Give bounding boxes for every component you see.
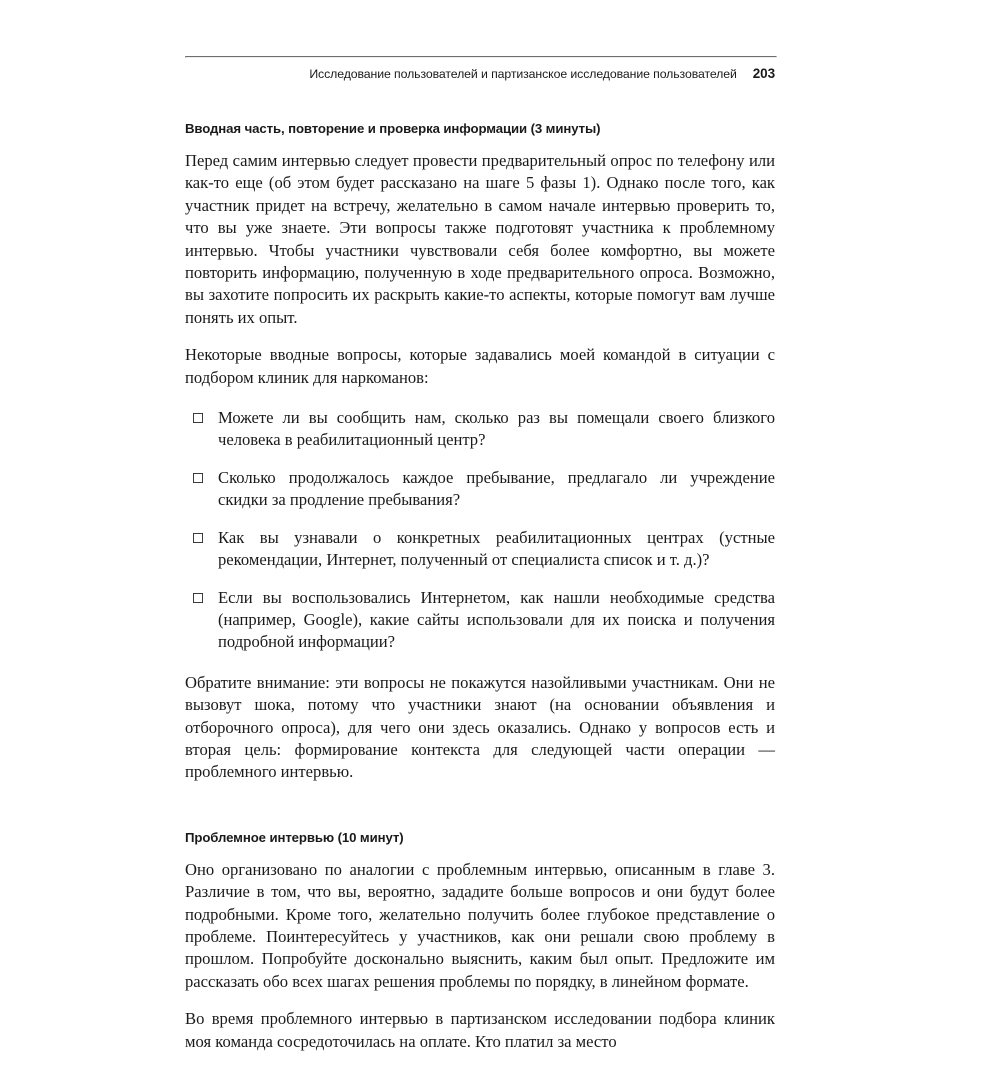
paragraph: Некоторые вводные вопросы, которые задавались моей командой в ситуации с подбором клиник для наркоманов: (185, 345, 775, 387)
page-content (185, 56, 775, 1068)
list-item-text: Можете ли вы сообщить нам, сколько раз вы помещали своего близкого человека в реабилитационный центр? (218, 408, 775, 450)
checkbox-bullet-icon (193, 533, 203, 543)
checkbox-bullet-icon (193, 473, 203, 483)
paragraph: Обратите внимание: эти вопросы не покажутся назойливыми участникам. Они не вызовут шока, потому что участники знают (на основании объявления и отборочного опроса), для чего они здесь оказались. Однако у вопросов есть и вторая цель: формирование контекста для следующей части операции — проблемного интервью. (185, 672, 775, 782)
section-heading-problem-interview: Проблемное интервью (10 минут) (185, 829, 404, 845)
paragraph: Перед самим интервью следует провести предварительный опрос по телефону или как-то еще (об этом будет рассказано на шаге 5 фазы 1). Однако после того, как участник придет на встречу, желательно в самом начале интервью проверить то, что вы уже знаете. Эти вопросы также подготовят участника к проблемному интервью. Чтобы участники чувствовали себя более комфортно, вы можете повторить информацию, полученную в ходе предварительного опроса. Возможно, вы захотите попросить их раскрыть какие-то аспекты, которые помогут вам лучше понять их опыт. (185, 151, 775, 327)
paragraph: Во время проблемного интервью в партизанском исследовании подбора клиник моя команда сосредоточилась на оплате. Кто платил за место (185, 1009, 775, 1051)
list-item-text: Если вы воспользовались Интернетом, как нашли необходимые средства (например, Google), какие сайты использовали для их поиска и получения подробной информации? (218, 587, 775, 652)
question-list (185, 407, 775, 654)
list-item (185, 407, 775, 452)
list-item (185, 527, 775, 572)
running-head (185, 58, 775, 81)
checkbox-bullet-icon (193, 413, 203, 423)
section-heading-intro: Вводная часть, повторение и проверка информации (3 минуты) (185, 121, 601, 136)
list-item-text: Сколько продолжалось каждое пребывание, предлагало ли учреждение скидки за продление пребывания? (218, 467, 775, 510)
list-item (185, 467, 775, 512)
checkbox-bullet-icon (193, 593, 203, 603)
list-item-text: Как вы узнавали о конкретных реабилитационных центрах (устные рекомендации, Интернет, полученный от специалиста список и т. д.)? (218, 527, 775, 570)
page-number: 203 (752, 66, 775, 81)
paragraph: Оно организовано по аналогии с проблемным интервью, описанным в главе 3. Различие в том, что вы, вероятно, зададите больше вопросов и они будут более подробными. Кроме того, желательно получить более глубокое представление о проблеме. Поинтересуйтесь у участников, как они решали свою проблему в прошлом. Попробуйте досконально выяснить, каким был опыт. Предложите им рассказать обо всех шагах решения проблемы по порядку, в линейном формате. (185, 859, 775, 991)
list-item (185, 587, 775, 654)
running-head-title: Исследование пользователей и партизанское исследование пользователей (309, 67, 737, 81)
